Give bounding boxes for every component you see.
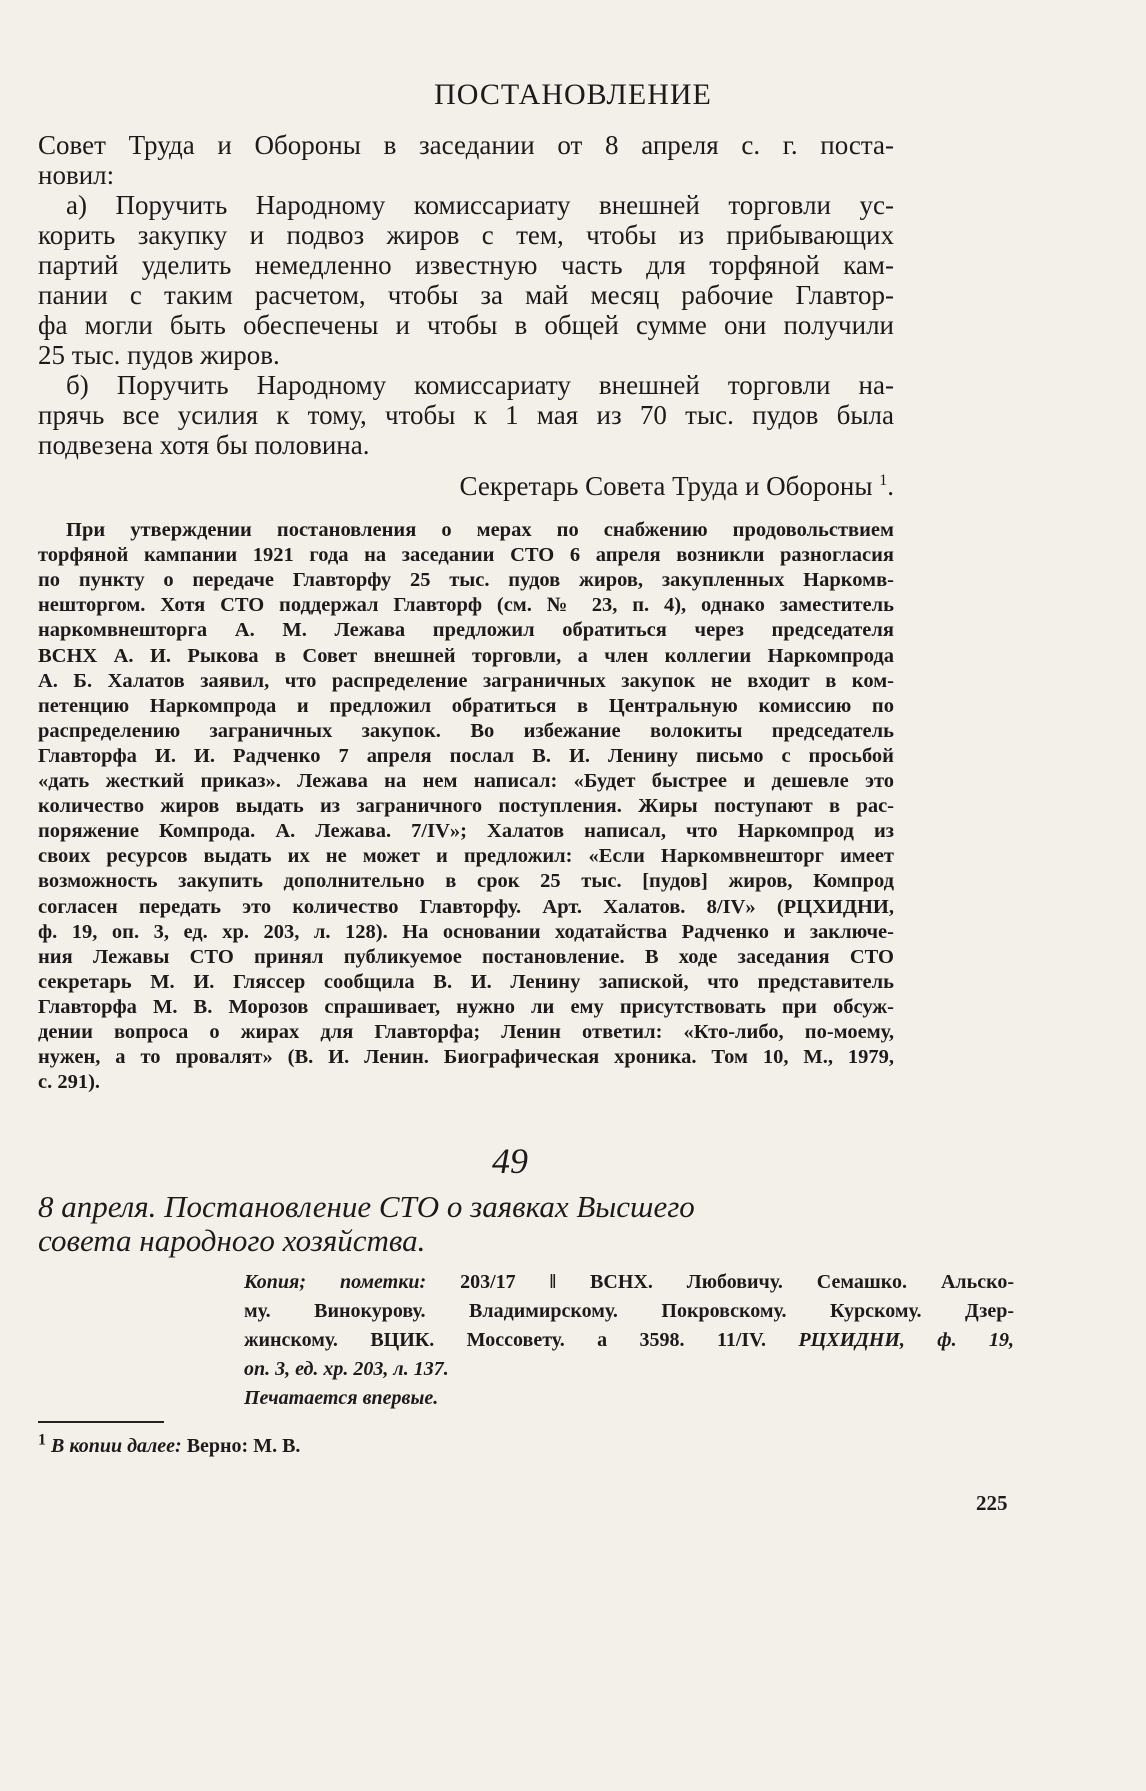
footnote-number: 1 — [38, 1431, 46, 1449]
body-line: подвезена хотя бы половина. — [38, 430, 370, 460]
note-line: нешторгом. Хотя СТО поддержал Главторф (см. № 23, п. 4), однако заместитель — [38, 594, 894, 617]
note-line: согласен передать это количество Главторфу. Арт. Халатов. 8/IV» (РЦХИДНИ, — [38, 895, 894, 918]
copy-segment: жинскому. ВЦИК. Моссовету. а 3598. 11/IV. — [244, 1329, 799, 1351]
resolution-title: ПОСТАНОВЛЕНИЕ — [434, 78, 712, 111]
note-line: нужен, а то провалят» (В. И. Ленин. Биографическая хроника. Том 10, М., 1979, — [38, 1046, 894, 1069]
note-line: При утверждении постановления о мерах по снабжению продовольствием — [66, 519, 894, 541]
body-line: 25 тыс. пудов жиров. — [38, 340, 280, 370]
note-line: с. 291). — [38, 1071, 101, 1094]
note-line: секретарь М. И. Гляссер сообщила В. И. Ленину запиской, что представитель — [38, 970, 894, 993]
note-line: ВСНХ А. И. Рыкова в Совет внешней торговли, а член коллегии Наркомпрода — [38, 644, 894, 667]
note-line: Главторфа М. В. Морозов спрашивает, нужно ли ему присутствовать при обсуж- — [38, 995, 894, 1018]
signature-text: Секретарь Совета Труда и Обороны — [459, 471, 873, 501]
head-line: совета народного хозяйства. — [38, 1223, 426, 1258]
body-line: новил: — [38, 160, 115, 190]
body-line: корить закупку и подвоз жиров с тем, чтобы из прибывающих — [38, 220, 894, 250]
head-line: 8 апреля. Постановление СТО о заявках Высшего — [38, 1189, 695, 1224]
note-line: поряжение Компрода. А. Лежава. 7/IV»; Халатов написал, что Наркомпрод из — [38, 820, 894, 843]
body-line: фа могли быть обеспечены и чтобы в общей сумме они получили — [38, 310, 894, 340]
note-line: по пункту о передаче Главторфу 25 тыс. пудов жиров, закупленных Наркомв- — [38, 569, 894, 592]
note-line: торфяной кампании 1921 года на заседании СТО 6 апреля возникли разногласия — [38, 544, 894, 567]
note-line: ф. 19, оп. 3, ед. хр. 203, л. 128). На основании ходатайства Радченко и заключе- — [38, 920, 894, 943]
copy-line — [244, 1268, 1014, 1297]
note-line: «дать жесткий приказ». Лежава на нем написал: «Будет быстрее и дешевле это — [38, 770, 894, 792]
copy-segment: 203/17 ‖ ВСНХ. Любовичу. Семашко. Альско- — [460, 1271, 1014, 1293]
note-line: своих ресурсов выдать их не может и предложил: «Если Наркомвнешторг имеет — [38, 845, 894, 868]
body-line: Совет Труда и Обороны в заседании от 8 апреля с. г. поста- — [38, 130, 894, 160]
copy-line — [244, 1297, 1014, 1326]
body-line: а) Поручить Народному комиссариату внешней торговли ус- — [66, 190, 894, 220]
footnote-mark: 1 — [879, 472, 888, 489]
copy-line — [244, 1384, 1014, 1413]
note-line: ния Лежавы СТО принял публикуемое постановление. В ходе заседания СТО — [38, 945, 894, 968]
note-line: Главторфа И. И. Радченко 7 апреля послал В. И. Ленину письмо с просьбой — [38, 744, 894, 767]
footnote-text: Верно: М. В. — [181, 1435, 301, 1457]
note-line: дении вопроса о жирах для Главторфа; Ленин ответил: «Кто-либо, по-моему, — [38, 1021, 894, 1043]
footnote-divider — [38, 1421, 164, 1423]
copy-line — [244, 1355, 1014, 1384]
footnote — [38, 1433, 300, 1459]
signature: Секретарь Совета Труда и Обороны $^1$. — [459, 471, 894, 501]
copy-segment: оп. 3, ед. хр. 203, л. 137. — [244, 1358, 449, 1380]
body-line: прячь все усилия к тому, чтобы к 1 мая из 70 тыс. пудов была — [38, 400, 894, 430]
note-line: наркомвнешторга А. М. Лежава предложил обратиться через председателя — [38, 619, 894, 642]
copy-segment: Печатается впервые. — [244, 1387, 439, 1409]
page-number: 225 — [976, 1491, 1008, 1515]
note-line: петенцию Наркомпрода и предложил обратиться в Центральную комиссию по — [38, 694, 894, 717]
footnote-label: В копии далее: — [51, 1435, 182, 1457]
body-line: партий уделить немедленно известную часть для торфяной кам- — [38, 250, 894, 280]
note-line: распределению заграничных закупок. Во избежание волокиты председатель — [38, 719, 894, 742]
note-line: количество жиров выдать из заграничного поступления. Жиры поступают в рас- — [38, 795, 894, 818]
copy-segment: му. Винокурову. Владимирскому. Покровскому. Курскому. Дзер- — [244, 1300, 1014, 1322]
body-line: пании с таким расчетом, чтобы за май месяц рабочие Главтор- — [38, 280, 894, 310]
copy-segment: РЦХИДНИ, ф. 19, — [798, 1329, 1014, 1351]
document-number: 49 — [492, 1141, 528, 1181]
note-line: возможность закупить дополнительно в срок 25 тыс. [пудов] жиров, Компрод — [38, 870, 894, 893]
body-line: б) Поручить Народному комиссариату внешней торговли на- — [66, 370, 894, 400]
copy-segment: Копия; пометки: — [244, 1271, 461, 1293]
copy-line — [244, 1326, 1014, 1355]
note-line: А. Б. Халатов заявил, что распределение заграничных закупок не входит в ком- — [38, 669, 894, 692]
